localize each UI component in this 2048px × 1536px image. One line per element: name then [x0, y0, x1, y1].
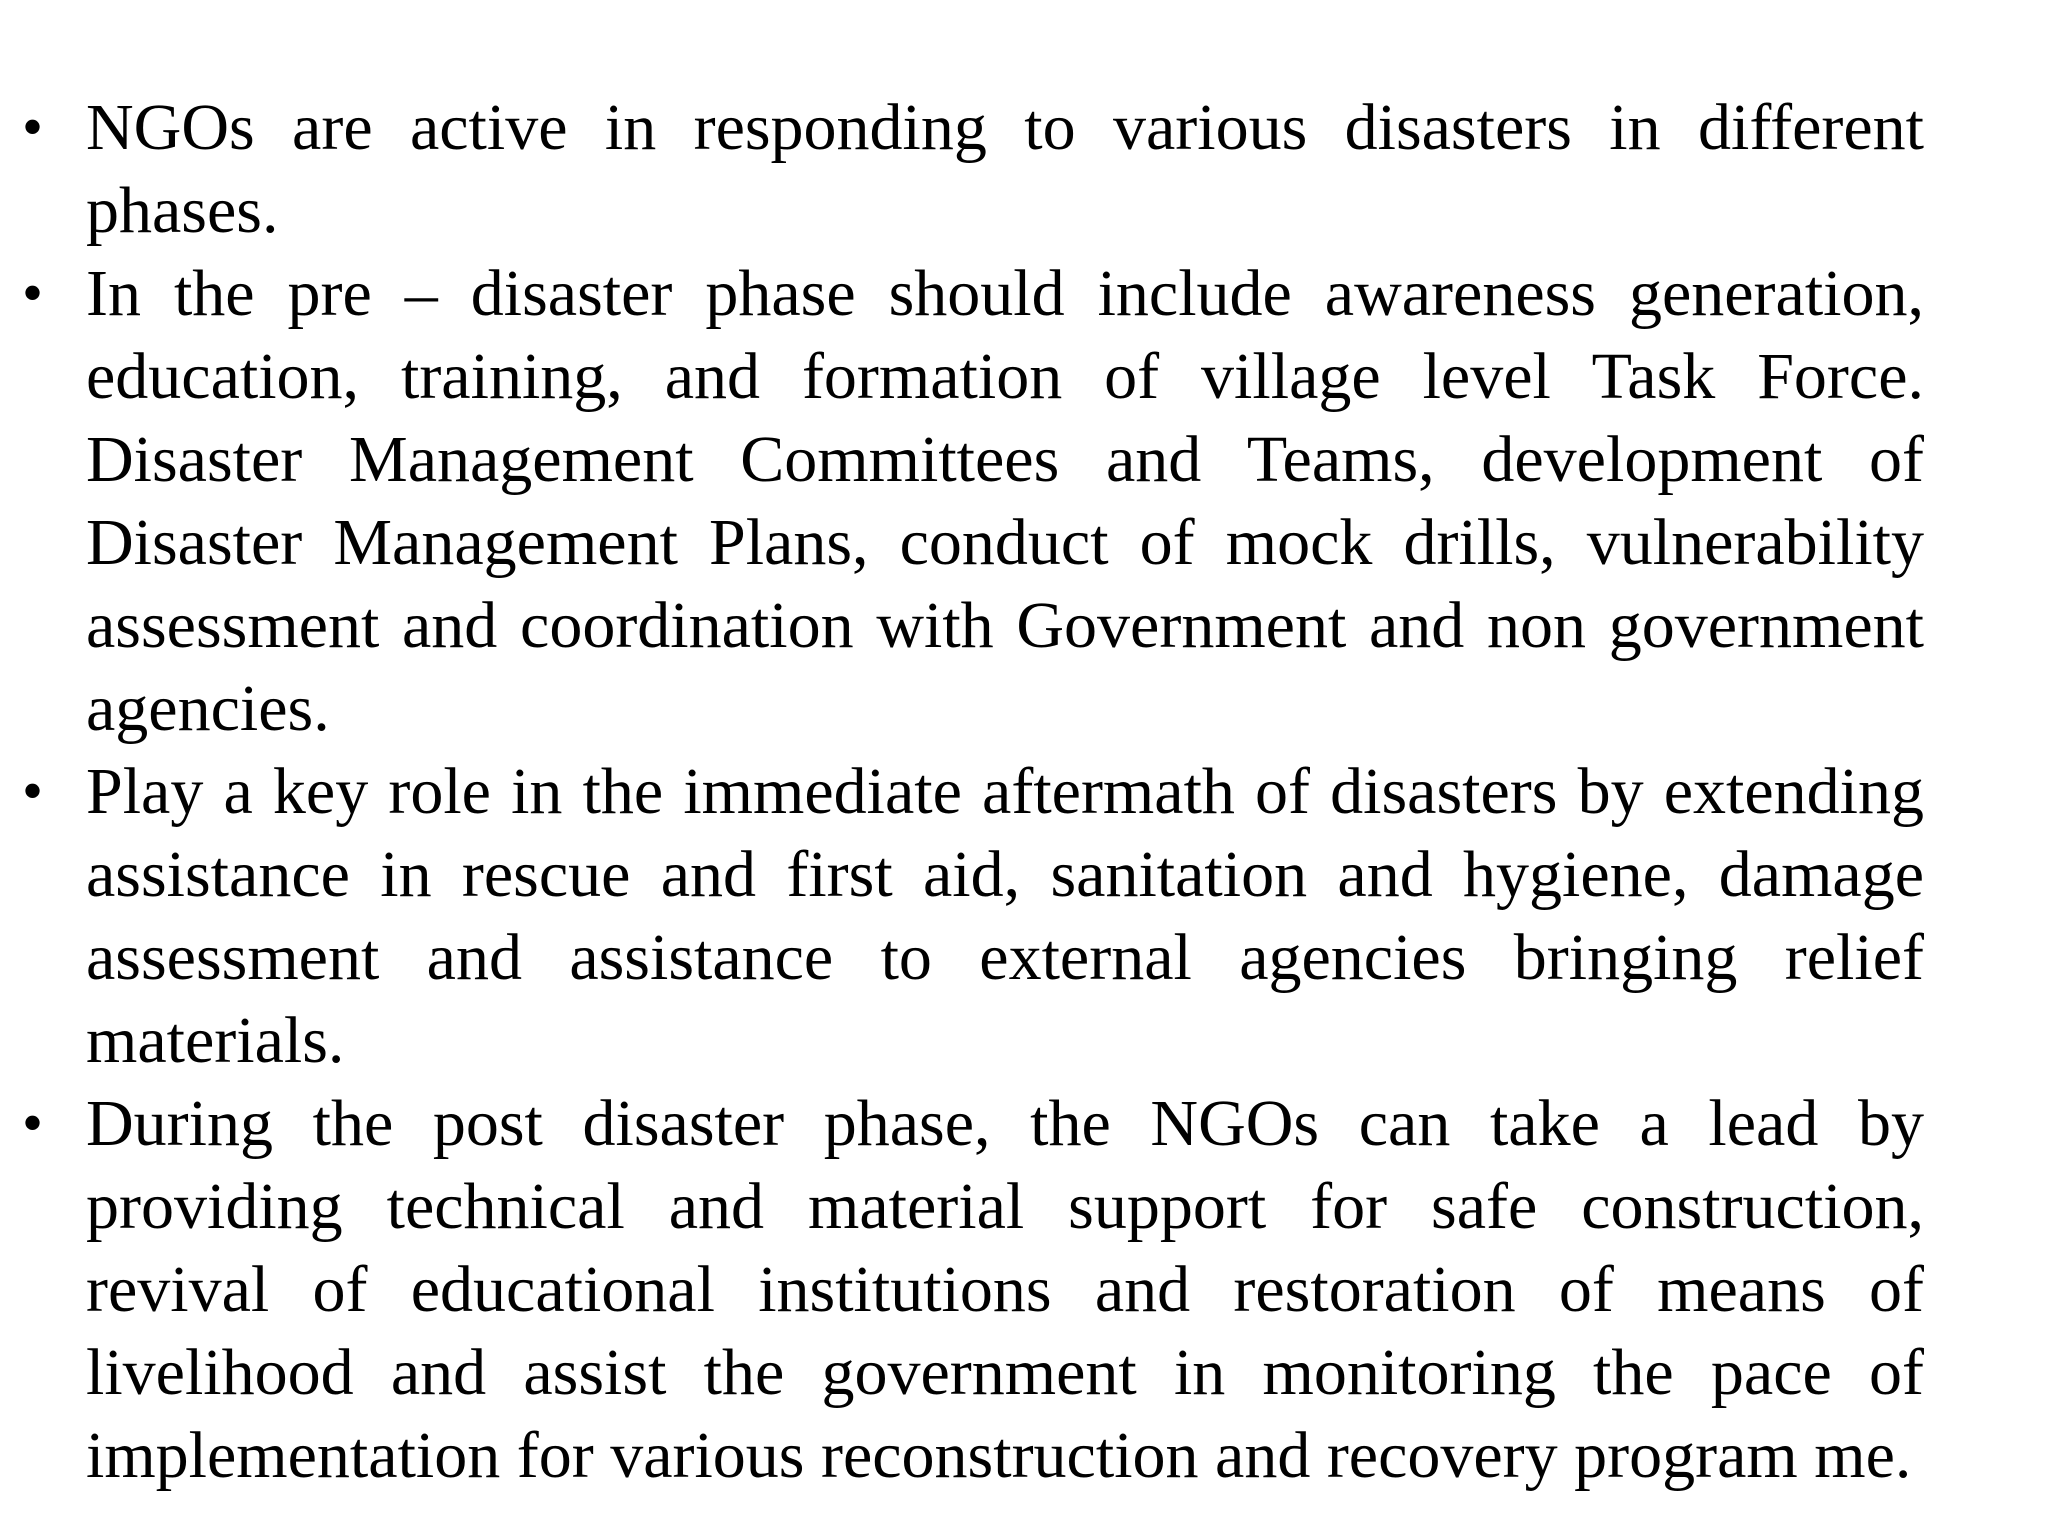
bullet-icon: •: [22, 260, 44, 326]
bullet-icon: •: [22, 1090, 44, 1156]
bullet-item-immediate-aftermath: [0, 750, 1924, 1082]
bullet-item-pre-disaster: [0, 252, 1924, 750]
bullet-icon: •: [22, 758, 44, 824]
bullet-icon: •: [22, 94, 44, 160]
bullet-text: In the pre – disaster phase should include awareness generation, education, training, and formation of village level Task Force. Disaster Management Committees and Teams, development of Disaster Management Plans, conduct of mock drills, vulnerability assessment and coordination with Government and non government agencies.: [86, 257, 1924, 745]
bullet-item-ngo-active: [0, 86, 1924, 252]
bullet-text: NGOs are active in responding to various disasters in different phases.: [86, 91, 1924, 247]
bullet-list: [0, 86, 2048, 1497]
bullet-item-post-disaster: [0, 1082, 1924, 1497]
bullet-text: Play a key role in the immediate aftermath of disasters by extending assistance in rescue and first aid, sanitation and hygiene, damage assessment and assistance to external agencies bringing relief materials.: [86, 755, 1924, 1077]
bullet-text: During the post disaster phase, the NGOs can take a lead by providing technical and material support for safe construction, revival of educational institutions and restoration of means of livelihood and assist the government in monitoring the pace of implementation for various reconstruction and recovery program me.: [86, 1087, 1924, 1492]
